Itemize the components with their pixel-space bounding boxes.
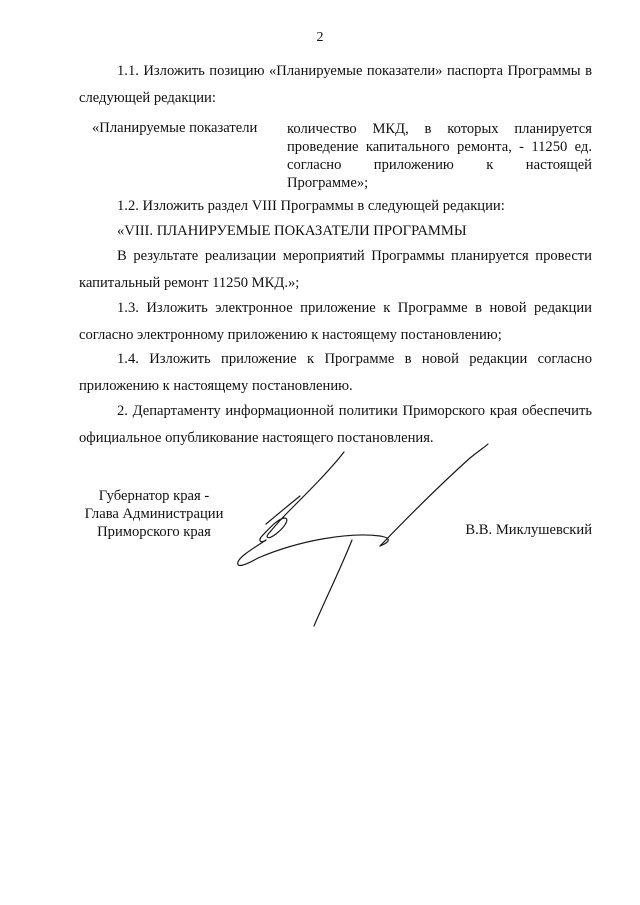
signatory-title-line: Глава Администрации	[84, 506, 224, 522]
signatory-title-line: Губернатор края -	[98, 488, 210, 504]
paragraph-1-1: 1.1. Изложить позицию «Планируемые показатели» паспорта Программы в следующей редакции:	[79, 63, 592, 106]
paragraph-1-2: 1.2. Изложить раздел VIII Программы в следующей редакции:	[117, 198, 505, 214]
signatory-name: В.В. Миклушевский	[465, 522, 592, 538]
passport-position-value	[287, 120, 592, 192]
page-number: 2	[316, 30, 324, 45]
passport-position-label: «Планируемые показатели	[92, 120, 258, 136]
paragraph-2: 2. Департаменту информационной политики Приморского края обеспечить официальное опубликование настоящего постановления.	[79, 403, 592, 446]
signatory-title	[79, 487, 229, 541]
section-heading: «VIII. ПЛАНИРУЕМЫЕ ПОКАЗАТЕЛИ ПРОГРАММЫ	[117, 223, 467, 239]
handwritten-signature	[230, 440, 530, 640]
signatory-title-line: Приморского края	[97, 524, 211, 540]
passport-value-line: количество МКД, в которых планируется	[287, 121, 592, 137]
paragraph-1-3: 1.3. Изложить электронное приложение к Программе в новой редакции согласно электронному приложению к настоящему постановлению;	[79, 300, 592, 343]
passport-value-line: согласно приложению к настоящей	[287, 157, 592, 173]
paragraph-1-4: 1.4. Изложить приложение к Программе в новой редакции согласно приложению к настоящему постановлению.	[79, 351, 592, 394]
passport-value-line: проведение капитального ремонта, - 11250 ед.	[287, 139, 592, 155]
section-body: В результате реализации мероприятий Программы планируется провести капитальный ремонт 11250 МКД.»;	[79, 248, 592, 291]
passport-value-line: Программе»;	[287, 175, 369, 191]
